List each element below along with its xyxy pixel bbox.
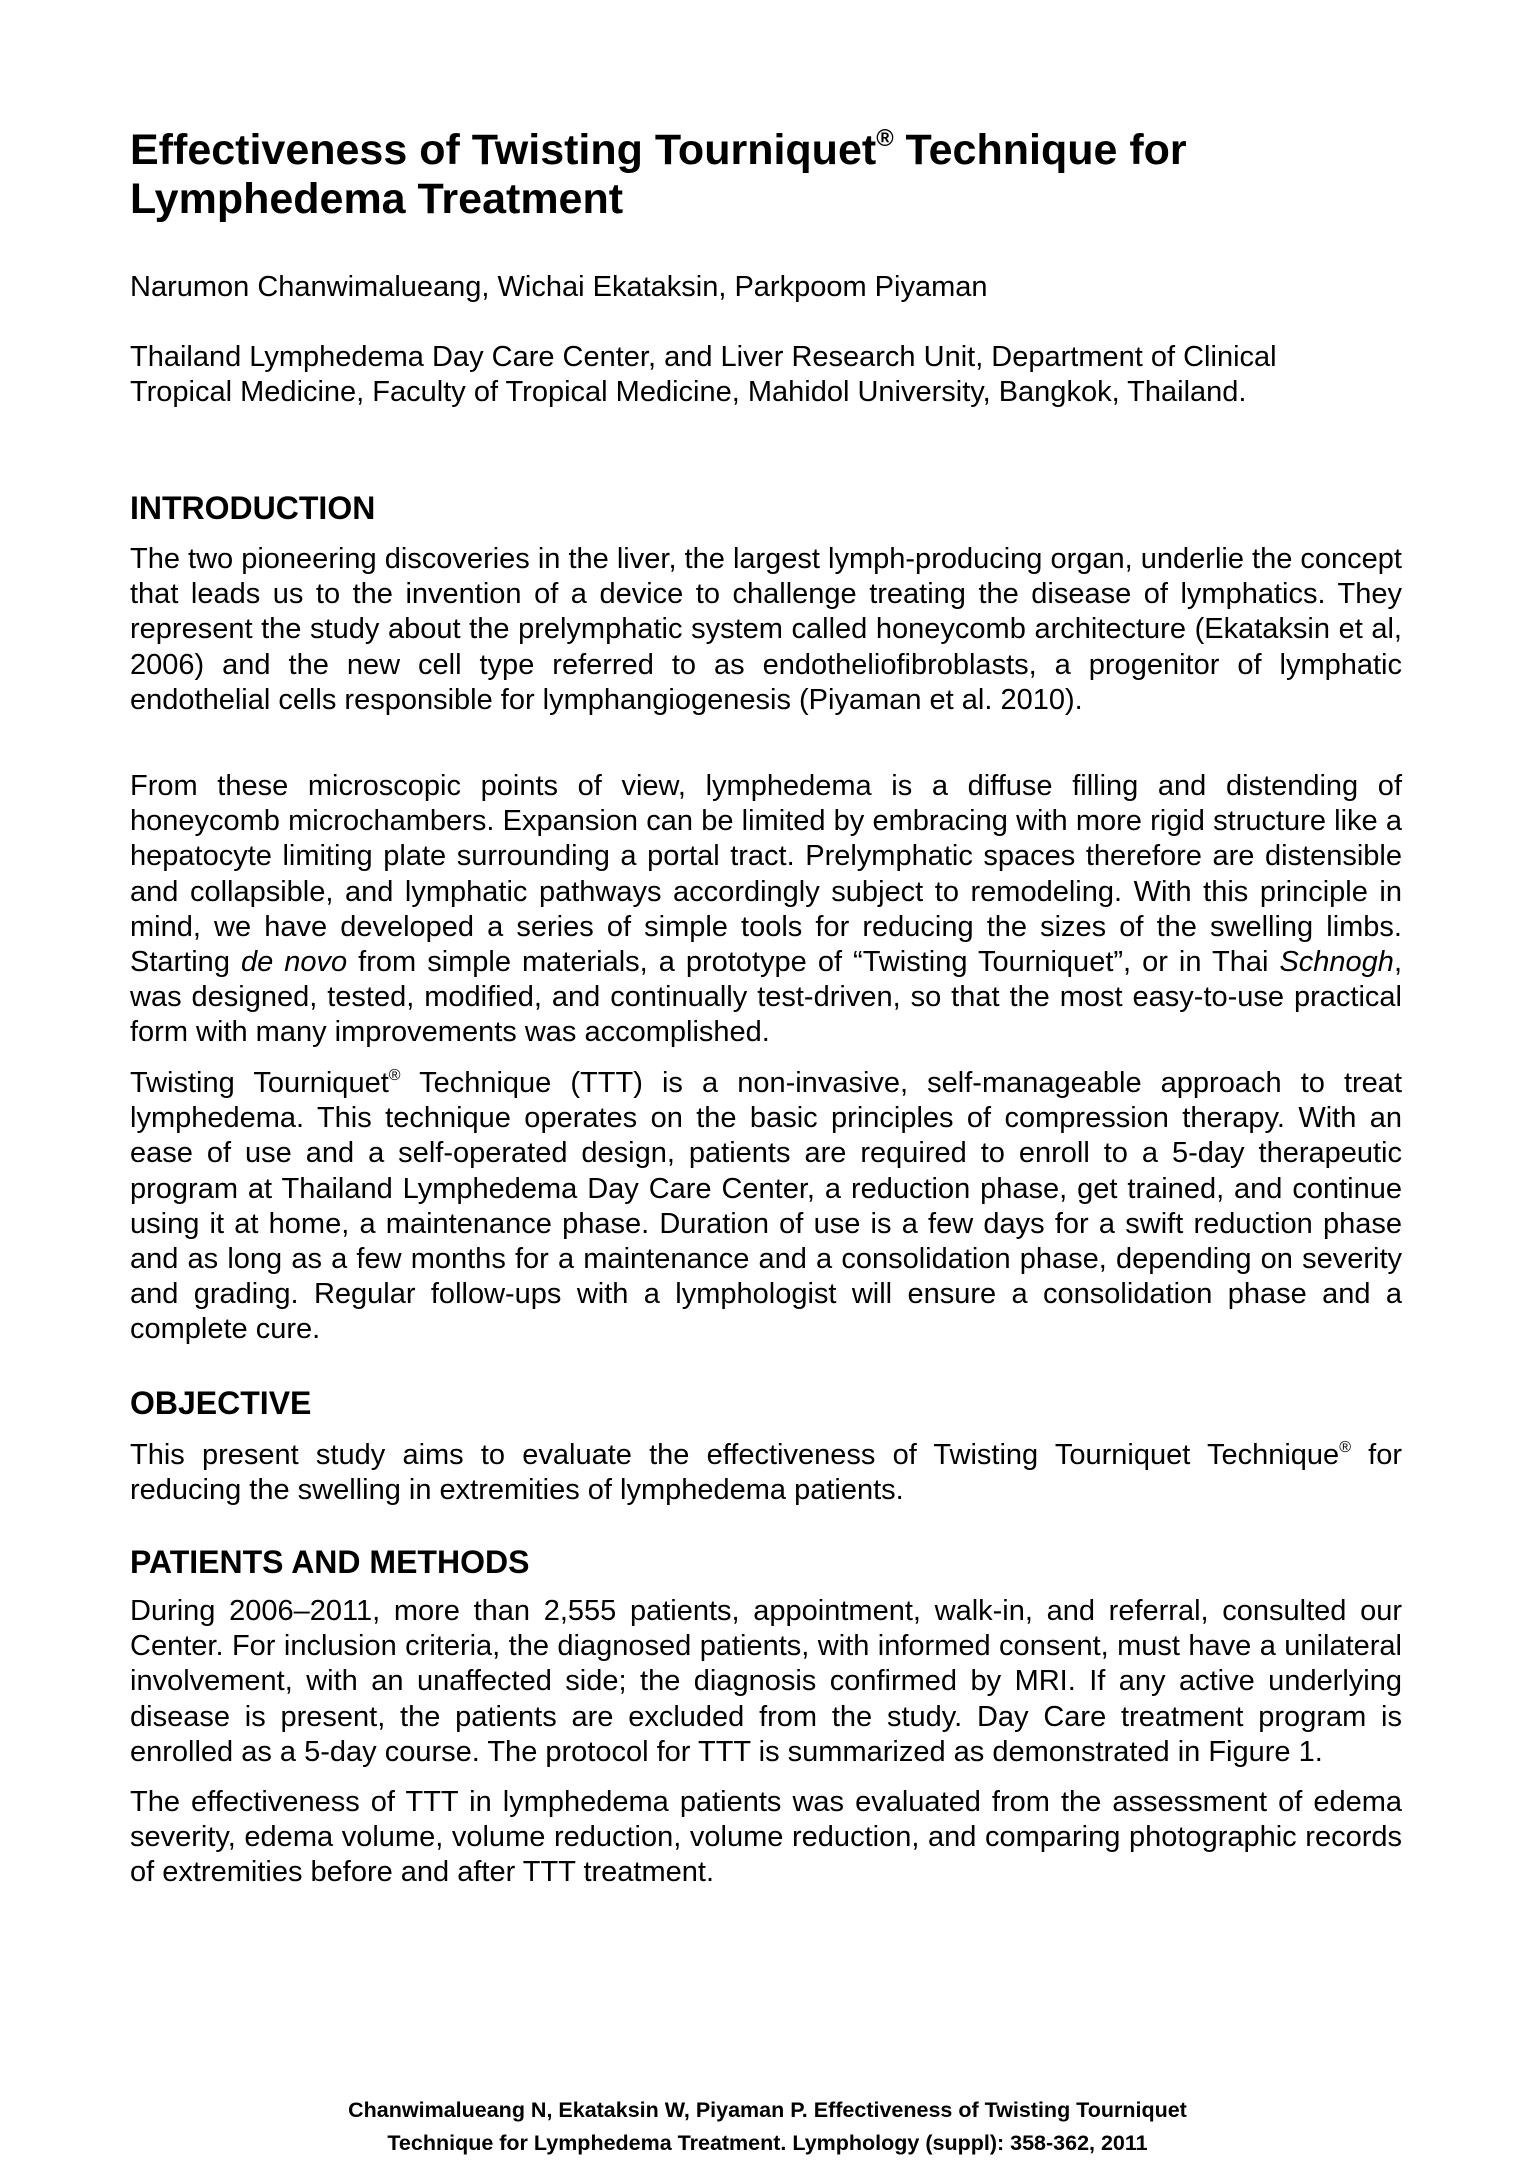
intro-p3-text-b: Technique (TTT) is a non-invasive, self-manageable approach to treat lymphedema. This technique operates on the basic principles of compression therapy. With an ease of use and a self-operated design, patients are required to enroll to a 5-day therapeutic program at Thailand Lymphedema Day Care Center, a reduction phase, get trained, and continue using it at home, a maintenance phase. Duration of use is a few days for a swift reduction phase and as long as a few months for a maintenance and a consolidation phase, depending on severity and grading. Regular follow-ups with a lymphologist will ensure a consolidation phase and a complete cure. <box>130 1067 1402 1346</box>
patients-methods-heading: PATIENTS AND METHODS <box>130 1544 530 1580</box>
affiliation-line2: Tropical Medicine, Faculty of Tropical Medicine, Mahidol University, Bangkok, Thailand. <box>130 376 1247 408</box>
registered-mark: ® <box>1339 1439 1351 1457</box>
citation-footer <box>0 2094 1535 2160</box>
objective-heading: OBJECTIVE <box>130 1385 312 1421</box>
objective-paragraph <box>130 1438 1402 1508</box>
objective-text-a: This present study aims to evaluate the effectiveness of Twisting Tourniquet Technique <box>130 1439 1340 1471</box>
intro-p3-text-a: Twisting Tourniquet <box>130 1067 389 1099</box>
introduction-heading: INTRODUCTION <box>130 490 376 526</box>
paper-title <box>130 126 1402 224</box>
intro-p2-text-a: From these microscopic points of view, lymphedema is a diffuse filling and distending of honeycomb microchambers. Expansion can be limited by embracing with more rigid structure like a hepatocyte limiting plate surrounding a portal tract. Prelymphatic spaces therefore are distensible and collapsible, and lymphatic pathways accordingly subject to remodeling. With this principle in mind, we have developed a series of simple tools for reducing the sizes of the swelling limbs. Starting <box>130 770 1402 979</box>
patients-methods-paragraph-1: During 2006–2011, more than 2,555 patients, appointment, walk-in, and referral, consulted our Center. For inclusion criteria, the diagnosed patients, with informed consent, must have a unilateral involvement, with an unaffected side; the diagnosis confirmed by MRI. If any active underlying disease is present, the patients are excluded from the study. Day Care treatment program is enrolled as a 5-day course. The protocol for TTT is summarized as demonstrated in Figure 1. <box>130 1595 1402 1768</box>
introduction-paragraph-3 <box>130 1066 1402 1348</box>
intro-p2-text-b: from simple materials, a prototype of “Twisting Tourniquet”, or in Thai <box>347 946 1280 979</box>
title-part2: Technique for <box>893 126 1187 174</box>
affiliation <box>130 340 1402 410</box>
registered-mark: ® <box>876 126 894 153</box>
introduction-paragraph-2 <box>130 769 1402 1051</box>
affiliation-line1: Thailand Lymphedema Day Care Center, and Liver Research Unit, Department of Clinical <box>130 341 1277 373</box>
citation-line1: Chanwimalueang N, Ekataksin W, Piyaman P. Effectiveness of Twisting Tourniquet <box>348 2098 1187 2122</box>
introduction-paragraph-1: The two pioneering discoveries in the liver, the largest lymph-producing organ, underlie the concept that leads us to the invention of a device to challenge treating the disease of lymphatics. They represent the study about the prelymphatic system called honeycomb architecture (Ekataksin et al, 2006) and the new cell type referred to as endotheliofibroblasts, a progenitor of lymphatic endothelial cells responsible for lymphangiogenesis (Piyaman et al. 2010). <box>130 543 1402 716</box>
intro-p2-italic-schnogh: Schnogh <box>1279 946 1394 979</box>
intro-p2-italic-de-novo: de novo <box>240 946 348 979</box>
patients-methods-paragraph-2: The effectiveness of TTT in lymphedema patients was evaluated from the assessment of edema severity, edema volume, volume reduction, volume reduction, and comparing photographic records of extremities before and after TTT treatment. <box>130 1786 1402 1889</box>
title-line2: Lymphedema Treatment <box>130 175 624 223</box>
authors: Narumon Chanwimalueang, Wichai Ekataksin, Parkpoom Piyaman <box>130 271 988 303</box>
objective-text-b: for reducing the swelling in extremities of lymphedema patients. <box>130 1439 1403 1507</box>
title-part1: Effectiveness of Twisting Tourniquet <box>130 126 877 174</box>
registered-mark: ® <box>388 1067 401 1085</box>
citation-line2: Technique for Lymphedema Treatment. Lymphology (suppl): 358-362, 2011 <box>387 2131 1148 2155</box>
intro-p2-text-c: , was designed, tested, modified, and continually test-driven, so that the most easy-to-use practical form with many improvements was accomplished. <box>130 946 1402 1049</box>
